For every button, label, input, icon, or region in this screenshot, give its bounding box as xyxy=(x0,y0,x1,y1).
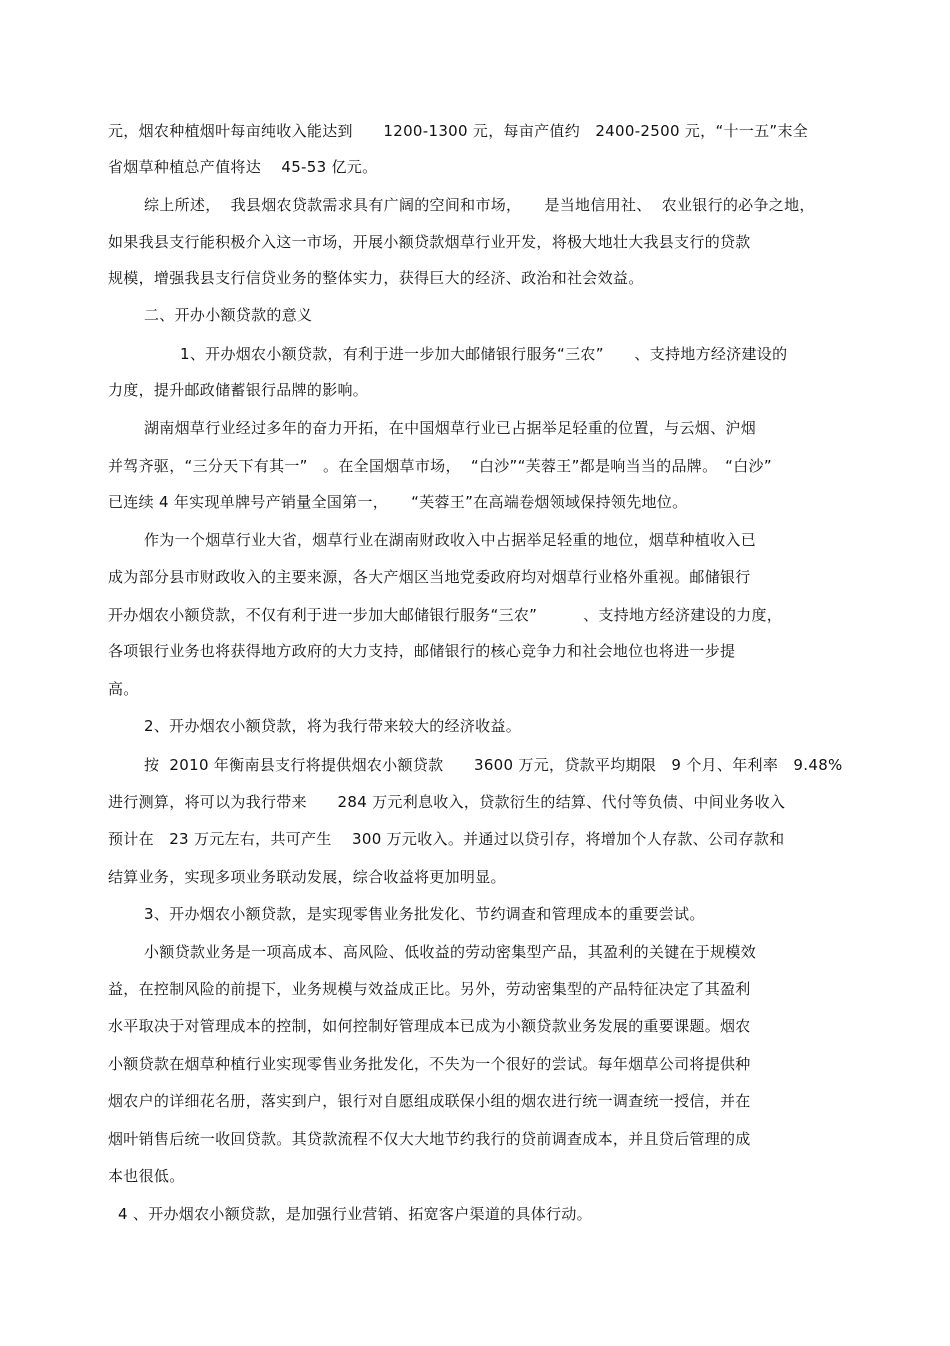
subsection-heading: 2、开办烟农小额贷款，将为我行带来较大的经济收益。 xyxy=(144,717,522,735)
subsection-heading: 1、开办烟农小额贷款，有利于进一步加大邮储银行服务“三农” 、支持地方经济建设的 xyxy=(180,345,788,363)
subsection-heading: 3、开办烟农小额贷款，是实现零售业务批发化、节约调查和管理成本的重要尝试。 xyxy=(144,905,705,923)
text-line: 进行测算，将可以为我行带来 284 万元利息收入，贷款衍生的结算、代付等负债、中间业务收入 xyxy=(108,793,786,811)
text-line: 烟叶销售后统一收回贷款。其贷款流程不仅大大地节约我行的贷前调查成本，并且贷后管理的成 xyxy=(108,1130,751,1148)
text-line: 省烟草种植总产值将达 45-53 亿元。 xyxy=(108,158,378,176)
text-line: 开办烟农小额贷款，不仅有利于进一步加大邮储银行服务“三农” 、支持地方经济建设的力度， xyxy=(108,606,783,624)
text-line: 烟农户的详细花名册，落实到户，银行对自愿组成联保小组的烟农进行统一调查统一授信，并在 xyxy=(108,1092,751,1110)
text-line: 益，在控制风险的前提下，业务规模与效益成正比。另外，劳动密集型的产品特征决定了其盈利 xyxy=(108,980,751,998)
text-line: 作为一个烟草行业大省，烟草行业在湖南财政收入中占据举足轻重的地位，烟草种植收入已 xyxy=(144,531,757,549)
text-line: 小额贷款在烟草种植行业实现零售业务批发化，不失为一个很好的尝试。每年烟草公司将提供种 xyxy=(108,1055,751,1073)
text-line: 按 2010 年衡南县支行将提供烟农小额贷款 3600 万元，贷款平均期限 9 个月、年利率 9.48% xyxy=(144,756,843,774)
text-line: 并驾齐驱，“三分天下有其一” 。在全国烟草市场， “白沙”“芙蓉王”都是响当当的品牌。 “白沙” xyxy=(108,457,772,475)
text-line: 高。 xyxy=(108,680,139,698)
text-line: 如果我县支行能积极介入这一市场，开展小额贷款烟草行业开发，将极大地壮大我县支行的贷款 xyxy=(108,233,751,251)
text-line: 各项银行业务也将获得地方政府的大力支持，邮储银行的核心竞争力和社会地位也将进一步提 xyxy=(108,642,736,660)
text-line: 力度，提升邮政储蓄银行品牌的影响。 xyxy=(108,381,369,399)
subsection-heading: 4 、开办烟农小额贷款，是加强行业营销、拓宽客户渠道的具体行动。 xyxy=(118,1205,592,1223)
text-line: 水平取决于对管理成本的控制，如何控制好管理成本已成为小额贷款业务发展的重要课题。烟农 xyxy=(108,1017,751,1035)
text-line: 结算业务，实现多项业务联动发展，综合收益将更加明显。 xyxy=(108,868,506,886)
section-heading: 二、开办小额贷款的意义 xyxy=(144,306,313,324)
text-line: 小额贷款业务是一项高成本、高风险、低收益的劳动密集型产品，其盈利的关键在于规模效 xyxy=(144,943,757,961)
text-line: 成为部分县市财政收入的主要来源，各大产烟区当地党委政府均对烟草行业格外重视。邮储银行 xyxy=(108,568,751,586)
text-line: 规模，增强我县支行信贷业务的整体实力，获得巨大的经济、政治和社会效益。 xyxy=(108,269,644,287)
text-line: 预计在 23 万元左右，共可产生 300 万元收入。并通过以贷引存，将增加个人存款、公司存款和 xyxy=(108,830,785,848)
text-line: 综上所述， 我县烟农贷款需求具有广阔的空间和市场， 是当地信用社、 农业银行的必争之地， xyxy=(144,196,815,214)
text-line: 元，烟农种植烟叶每亩纯收入能达到 1200-1300 元，每亩产值约 2400-2500 元，“十一五”末全 xyxy=(108,122,809,140)
text-line: 已连续 4 年实现单牌号产销量全国第一， “芙蓉王”在高端卷烟领域保持领先地位。 xyxy=(108,493,688,511)
text-line: 湖南烟草行业经过多年的奋力开拓，在中国烟草行业已占据举足轻重的位置，与云烟、沪烟 xyxy=(144,419,757,437)
text-line: 本也很低。 xyxy=(108,1167,185,1185)
